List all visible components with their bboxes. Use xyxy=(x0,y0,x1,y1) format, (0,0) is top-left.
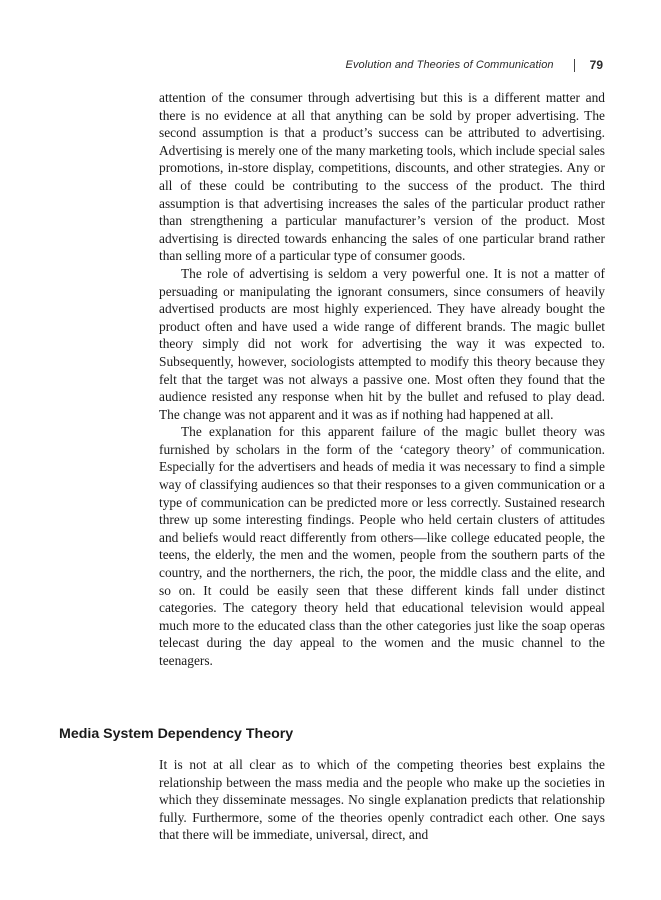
section-paragraph-1: It is not at all clear as to which of the competing theories best explains the relationship between the mass media and the people who make up the societies in which they disseminate messages. No single explanation predicts that relationship fully. Furthermore, some of the theories openly contradict each other. One says that there will be immediate, universal, direct, and xyxy=(159,757,605,843)
section-heading: Media System Dependency Theory xyxy=(59,726,294,742)
page-number: 79 xyxy=(589,58,603,72)
paragraph-1: attention of the consumer through advertising but this is a different matter and there is no evidence at all that anything can be sold by proper advertising. The second assumption is that a product’s success can be attributed to advertising. Advertising is merely one of the many marketing tools, which include special sales promotions, in-store display, competitions, discounts, and other strategies. Any or all of these could be contributing to the success of the product. The third assumption is that advertising increases the sales of the particular product rather than strengthening a particular manufacturer’s version of the product. Most advertising is directed towards enhancing the sales of one particular brand rather than selling more of a particular type of consumer goods. xyxy=(159,90,605,264)
section-text xyxy=(159,756,605,844)
paragraph-2: The role of advertising is seldom a very powerful one. It is not a matter of persuading or manipulating the ignorant consumers, since consumers of heavily advertised products are most highly experienced. They have already bought the product often and have used a wide range of different brands. The magic bullet theory simply did not work for advertising the way it was expected to. Subsequently, however, sociologists attempted to modify this theory because they felt that the target was not always a passive one. Most often they found that the audience resisted any response when hit by the bullet and refused to play dead. The change was not apparent and it was as if nothing had happened at all. xyxy=(159,265,605,422)
running-header xyxy=(346,58,603,72)
main-text xyxy=(159,89,605,670)
header-divider xyxy=(574,59,575,72)
paragraph-3: The explanation for this apparent failure of the magic bullet theory was furnished by scholars in the form of the ‘category theory’ of communication. Especially for the advertisers and heads of media it was necessary to find a simple way of classifying audiences so that their responses to a given communication or a type of communication can be predicted more or less correctly. Sustained research threw up some interesting findings. People who held certain clusters of attitudes and beliefs would react differently from others—like college educated people, the teens, the elderly, the men and the women, people from the southern parts of the country, and the northerners, the rich, the poor, the middle class and the elite, and so on. It could be easily seen that these different kinds fall under distinct categories. The category theory held that educational television would appeal much more to the educated class than the other categories just like the soap operas telecast during the day appeal to the women and the music channel to the teenagers. xyxy=(159,424,605,668)
running-title: Evolution and Theories of Communication xyxy=(345,59,554,71)
